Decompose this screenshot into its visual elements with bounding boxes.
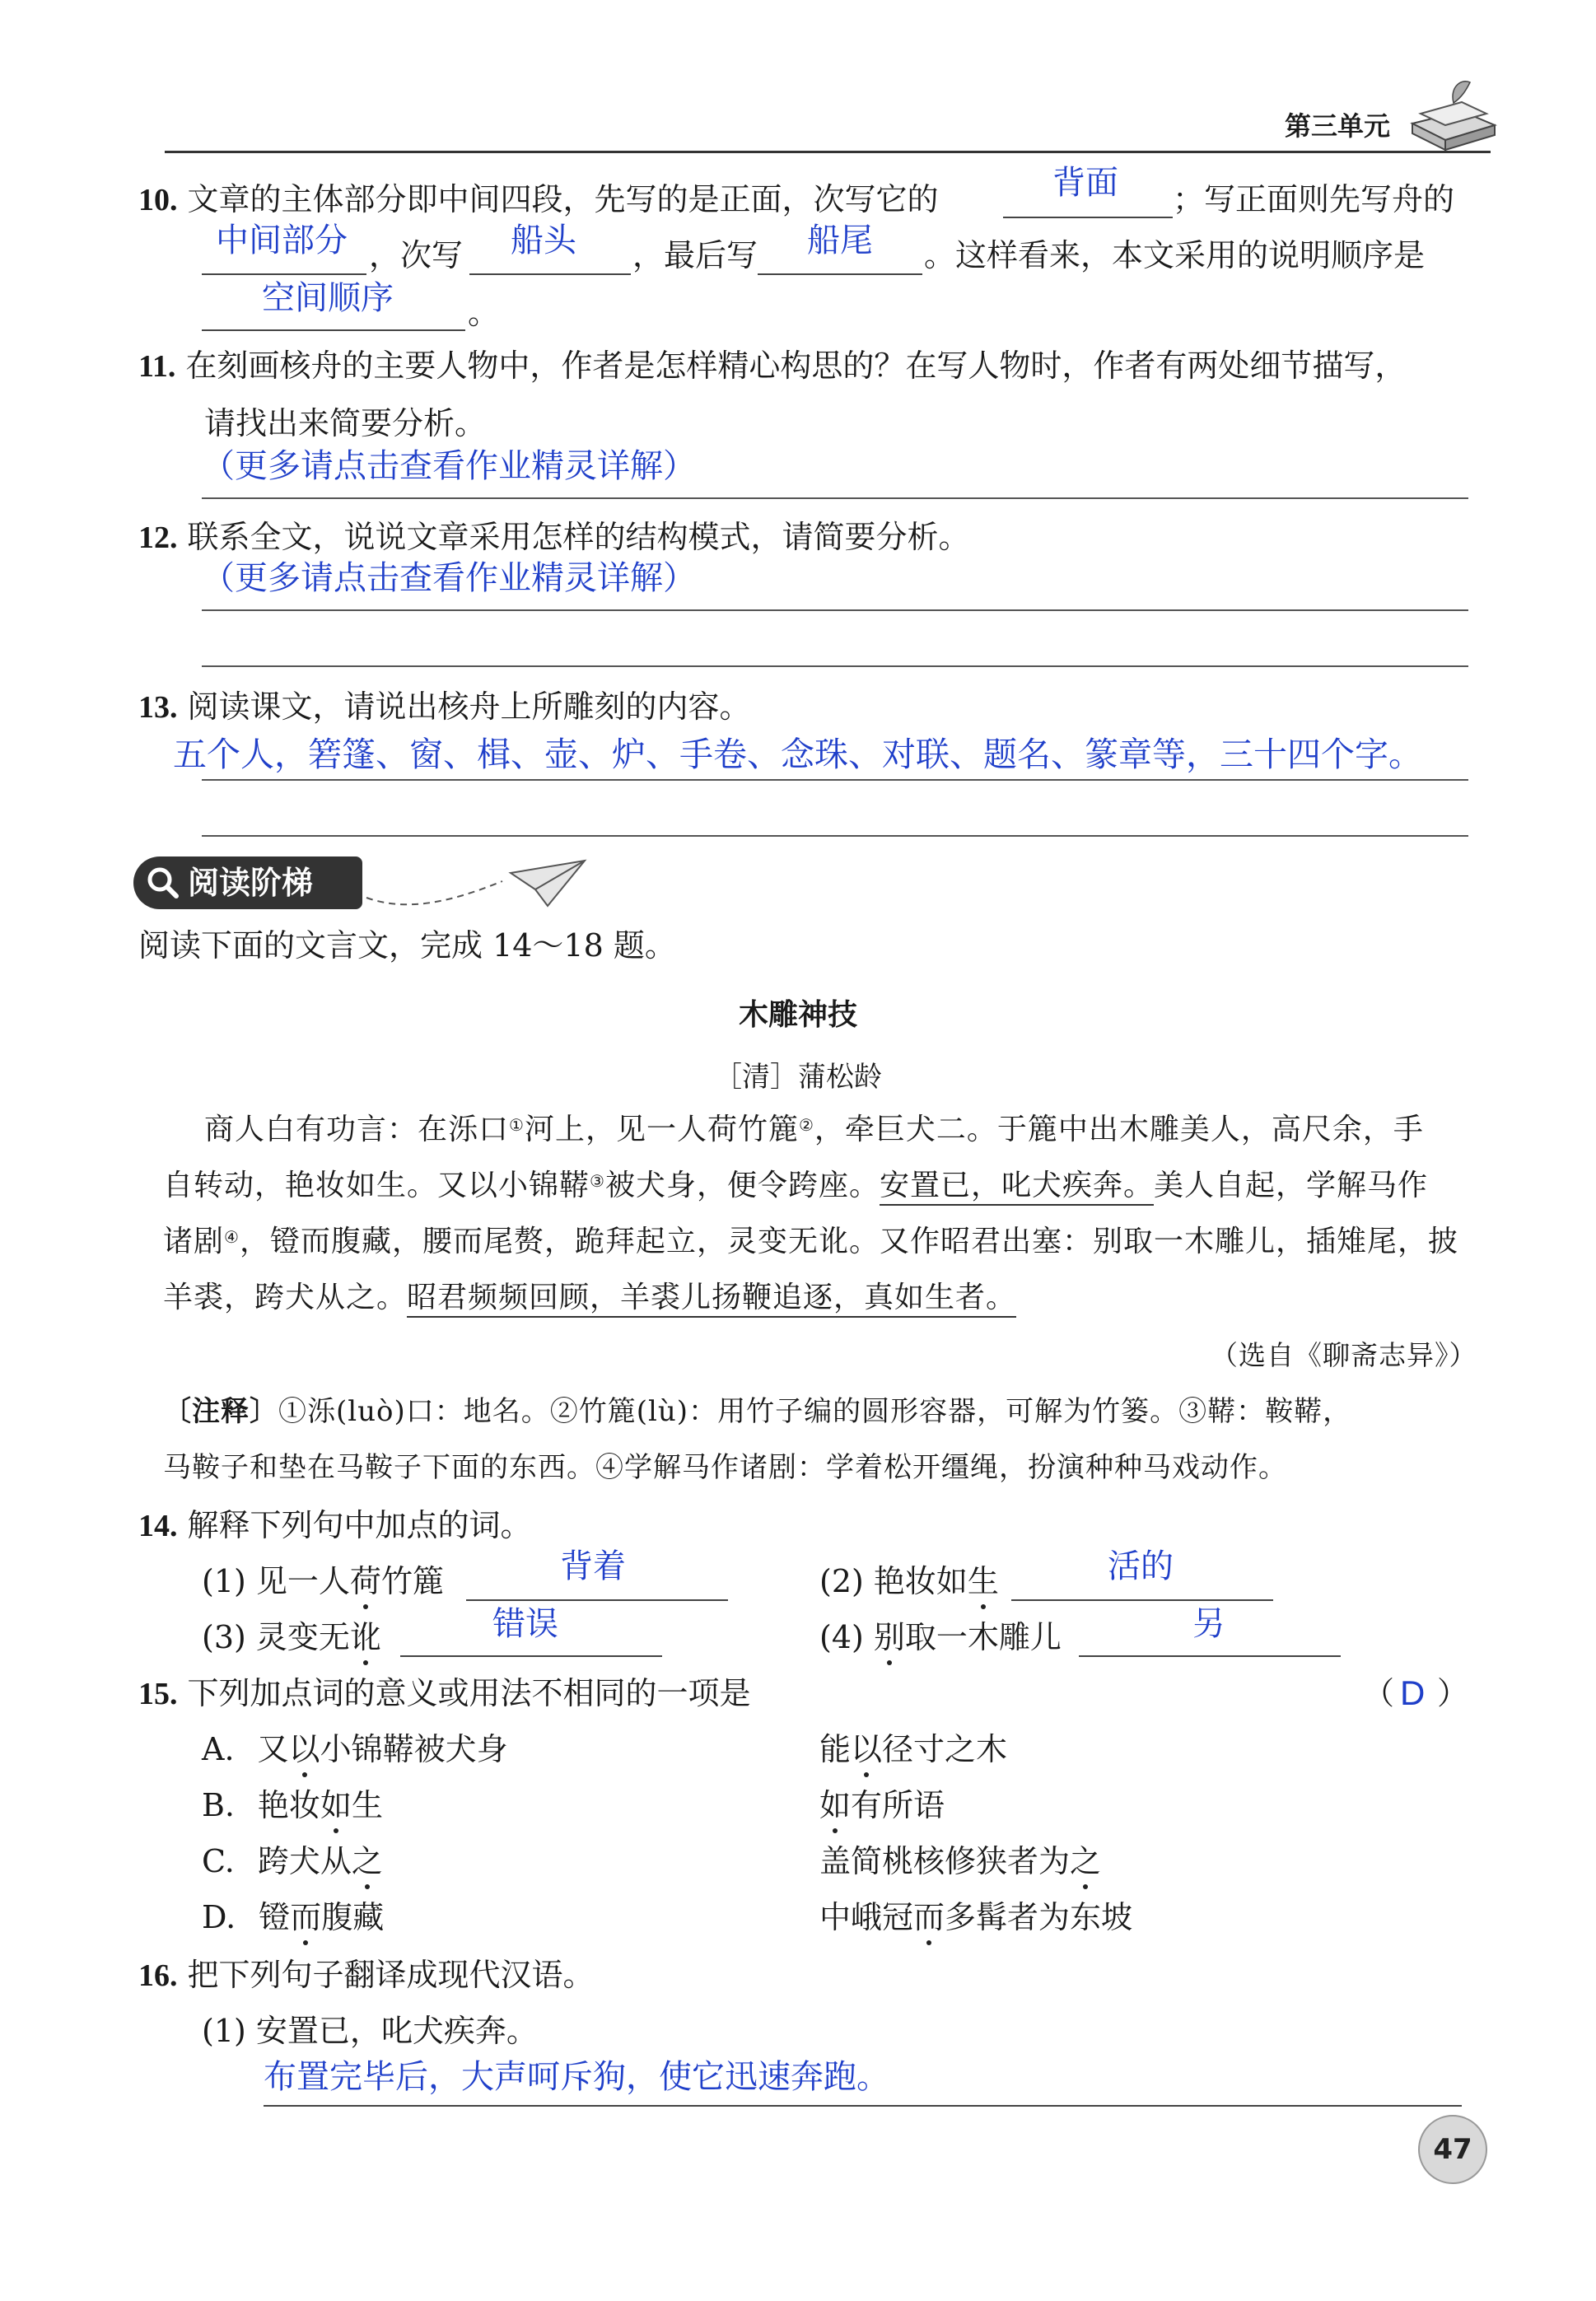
option-letter: D. xyxy=(202,1899,236,1935)
q15-option-d-left xyxy=(202,1901,384,1934)
book-stack-icon xyxy=(1404,66,1503,156)
notes-line2: 马鞍子和垫在马鞍子下面的东西。④学解马作诸剧：学着松开缰绳，扮演种种马戏动作。 xyxy=(163,1451,1287,1484)
q10-answer1: 背面 xyxy=(1052,164,1118,202)
q10-blank2[interactable] xyxy=(202,273,366,275)
notes-text: ①泺(luò)口：地名。②竹簏(lù)：用竹子编的圆形容器，可解为竹篓。③鞯：鞍鞯， xyxy=(278,1395,1352,1428)
q14-number: 14. xyxy=(138,1509,178,1543)
q15-paren-close: ） xyxy=(1437,1675,1469,1711)
q13-answer-line2 xyxy=(202,835,1468,837)
q11-answer-line xyxy=(202,497,1468,499)
dotted-word: 如 xyxy=(320,1787,352,1823)
passage-text: ，牵巨犬二。于簏中出木雕美人，高尺余，手 xyxy=(814,1113,1424,1146)
q12-line1 xyxy=(138,520,970,554)
q10-number: 10. xyxy=(138,183,178,217)
q14-stem xyxy=(138,1509,532,1543)
page-number: 47 xyxy=(1433,2133,1472,2166)
q14-answer3: 错误 xyxy=(492,1605,558,1643)
passage-text: 被犬身，便令跨座。 xyxy=(604,1169,880,1202)
passage-line1 xyxy=(204,1113,1424,1146)
passage-text: 商人白有功言：在泺口 xyxy=(204,1113,510,1146)
q14-item1 xyxy=(202,1565,444,1598)
q14-answer4: 另 xyxy=(1192,1605,1225,1643)
q10-answer2: 中间部分 xyxy=(216,222,348,259)
q10-text2b: ，最后写 xyxy=(632,237,758,273)
notes-label: 〔注释〕 xyxy=(163,1395,278,1428)
q15-answer-bracket-close xyxy=(1437,1677,1468,1710)
page-number-badge xyxy=(1418,2115,1487,2184)
q14-item-label: (1) 见一人 xyxy=(202,1563,350,1599)
passage-line2 xyxy=(163,1169,1428,1202)
option-text: 能 xyxy=(819,1731,852,1767)
passage-line3 xyxy=(163,1225,1458,1258)
passage-source: （选自《聊斋志异》） xyxy=(1211,1339,1477,1371)
q15-option-c-left xyxy=(202,1845,383,1878)
passage-author: ［清］蒲松龄 xyxy=(714,1061,882,1094)
q14-item4 xyxy=(819,1621,1062,1654)
q15-option-a-left xyxy=(202,1733,508,1766)
q14-item-rest: 竹簏 xyxy=(380,1563,444,1599)
passage-text: 诸剧 xyxy=(163,1225,225,1258)
q12-answer[interactable]: （更多请点击查看作业精灵详解） xyxy=(202,559,696,597)
q10-answer5: 空间顺序 xyxy=(262,279,394,317)
dotted-word: 而 xyxy=(290,1899,322,1935)
q10-text2a: ，次写 xyxy=(369,237,464,273)
q14-answer1: 背着 xyxy=(560,1547,626,1585)
underlined-sentence-1: 安置已，叱犬疾奔。 xyxy=(880,1169,1154,1206)
q16-number: 16. xyxy=(138,1958,178,1993)
option-letter: A. xyxy=(202,1731,235,1767)
note-mark-4: ④ xyxy=(224,1227,240,1247)
q15-paren-open: （ xyxy=(1363,1675,1395,1711)
section-title: 阅读阶梯 xyxy=(188,865,314,901)
q11-number: 11. xyxy=(138,349,176,384)
passage-text: 河上，见一人荷竹簏 xyxy=(524,1113,799,1146)
option-text: 中峨冠 xyxy=(819,1899,914,1935)
q12-answer-line1 xyxy=(202,609,1468,611)
q10-text2c: 。这样看来，本文采用的说明顺序是 xyxy=(924,237,1426,273)
q14-dotted-word: 讹 xyxy=(349,1619,381,1655)
q14-blank4[interactable] xyxy=(1079,1655,1341,1657)
note-mark-1: ① xyxy=(509,1115,525,1135)
passage-line4 xyxy=(163,1281,1016,1314)
option-letter: B. xyxy=(202,1787,236,1823)
dotted-word: 以 xyxy=(851,1731,883,1767)
q13-text1: 阅读课文，请说出核舟上所雕刻的内容。 xyxy=(187,688,751,725)
option-text: 又 xyxy=(257,1731,289,1767)
paper-plane-icon xyxy=(362,848,609,931)
q13-answer-line1 xyxy=(202,779,1468,781)
header-rule xyxy=(165,151,1491,153)
passage-text: ，镫而腹藏，腰而尾赘，跪拜起立，灵变无讹。又作昭君出塞：别取一木雕儿，插雉尾，披 xyxy=(239,1225,1458,1258)
q14-dotted-word: 荷 xyxy=(349,1563,381,1599)
q14-item-rest: 取一木雕儿 xyxy=(904,1619,1062,1655)
note-mark-3: ③ xyxy=(590,1171,605,1191)
dotted-word: 之 xyxy=(1070,1843,1102,1879)
q10-blank1[interactable] xyxy=(1003,217,1173,218)
q15-stem xyxy=(138,1677,751,1711)
q14-blank1[interactable] xyxy=(466,1599,728,1601)
option-text: 盖简桃核修狭者为 xyxy=(819,1843,1071,1879)
q14-blank3[interactable] xyxy=(400,1655,662,1657)
q16-text: 把下列句子翻译成现代汉语。 xyxy=(187,1957,595,1993)
option-letter: C. xyxy=(202,1843,235,1879)
q14-answer2: 活的 xyxy=(1108,1547,1174,1585)
q11-text1: 在刻画核舟的主要人物中，作者是怎样精心构思的？在写人物时，作者有两处细节描写， xyxy=(185,348,1407,384)
passage-text: 自转动，艳妆如生。又以小锦鞯 xyxy=(163,1169,590,1202)
q15-option-b-left xyxy=(202,1789,383,1822)
q14-item-label: (2) 艳妆如 xyxy=(819,1563,968,1599)
q15-option-d-right xyxy=(819,1901,1132,1934)
q14-item-label: (3) 灵变无 xyxy=(202,1619,350,1655)
unit-title: 第三单元 xyxy=(1285,110,1391,142)
q12-answer-line2 xyxy=(202,665,1468,667)
q14-item2 xyxy=(819,1565,999,1598)
q15-option-a-right xyxy=(819,1733,1007,1766)
option-text: 艳妆 xyxy=(258,1787,321,1823)
q10-answer4: 船尾 xyxy=(807,222,873,259)
q15-option-b-right xyxy=(819,1789,945,1822)
q10-line1 xyxy=(138,183,939,217)
q16-answer1[interactable]: 布置完毕后，大声呵斥狗，使它迅速奔跑。 xyxy=(264,2058,889,2096)
q11-line2: 请找出来简要分析。 xyxy=(204,405,487,441)
notes-line1 xyxy=(163,1395,1351,1428)
q14-dotted-word: 生 xyxy=(967,1563,999,1599)
passage-text: 羊裘，跨犬从之。 xyxy=(163,1281,408,1314)
passage-text: 美人自起，学解马作 xyxy=(1153,1169,1428,1202)
option-text: 径寸之木 xyxy=(882,1731,1008,1767)
q14-item-label: (4) xyxy=(819,1619,874,1655)
magnifier-icon xyxy=(145,865,181,901)
q14-blank2[interactable] xyxy=(1011,1599,1273,1601)
q10-text1: 文章的主体部分即中间四段，先写的是正面，次写它的 xyxy=(187,181,939,217)
dotted-word: 之 xyxy=(351,1843,383,1879)
q10-blank4[interactable] xyxy=(758,273,922,275)
option-text: 多髯者为东坡 xyxy=(945,1899,1133,1935)
q16-answer-line xyxy=(264,2105,1462,2107)
q10-blank3[interactable] xyxy=(469,273,631,275)
q14-item3 xyxy=(202,1621,381,1654)
passage-title: 木雕神技 xyxy=(738,998,857,1032)
option-text: 生 xyxy=(352,1787,384,1823)
dotted-word: 以 xyxy=(288,1731,320,1767)
q14-text: 解释下列句中加点的词。 xyxy=(187,1507,532,1543)
q13-line1 xyxy=(138,690,751,724)
section-intro: 阅读下面的文言文，完成 14～18 题。 xyxy=(138,927,676,964)
option-text: 跨犬从 xyxy=(257,1843,352,1879)
q10-line1-end: ；写正面则先写舟的 xyxy=(1173,181,1455,217)
q10-blank5[interactable] xyxy=(202,329,465,331)
option-text: 镫 xyxy=(259,1899,291,1935)
q15-text: 下列加点词的意义或用法不相同的一项是 xyxy=(187,1675,751,1711)
q11-answer[interactable]: （更多请点击查看作业精灵详解） xyxy=(202,447,696,485)
option-text: 有所语 xyxy=(851,1787,945,1823)
q13-answer: 五个人，箬篷、窗、楫、壶、炉、手卷、念珠、对联、题名、篆章等，三十四个字。 xyxy=(173,735,1422,774)
q10-text3: 。 xyxy=(468,295,500,331)
dotted-word: 如 xyxy=(819,1787,852,1823)
q10-answer3: 船头 xyxy=(511,222,576,259)
q16-item1: (1) 安置已，叱犬疾奔。 xyxy=(202,2013,538,2049)
note-mark-2: ② xyxy=(798,1115,814,1135)
option-text: 小锦鞯被犬身 xyxy=(320,1731,508,1767)
q16-stem xyxy=(138,1958,595,1992)
q15-number: 15. xyxy=(138,1677,178,1711)
q11-line1 xyxy=(138,349,1406,383)
q12-number: 12. xyxy=(138,520,178,555)
option-text: 腹藏 xyxy=(321,1899,385,1935)
q12-text1: 联系全文，说说文章采用怎样的结构模式，请简要分析。 xyxy=(187,519,970,555)
section-badge xyxy=(133,856,362,909)
q15-option-c-right xyxy=(819,1845,1101,1878)
dotted-word: 而 xyxy=(913,1899,945,1935)
q14-dotted-word: 别 xyxy=(873,1619,905,1655)
q15-answer[interactable]: D xyxy=(1400,1673,1426,1712)
underlined-sentence-2: 昭君频频回顾，羊裘儿扬鞭追逐，真如生者。 xyxy=(407,1281,1016,1318)
q15-answer-bracket xyxy=(1363,1677,1394,1710)
q13-number: 13. xyxy=(138,690,178,725)
